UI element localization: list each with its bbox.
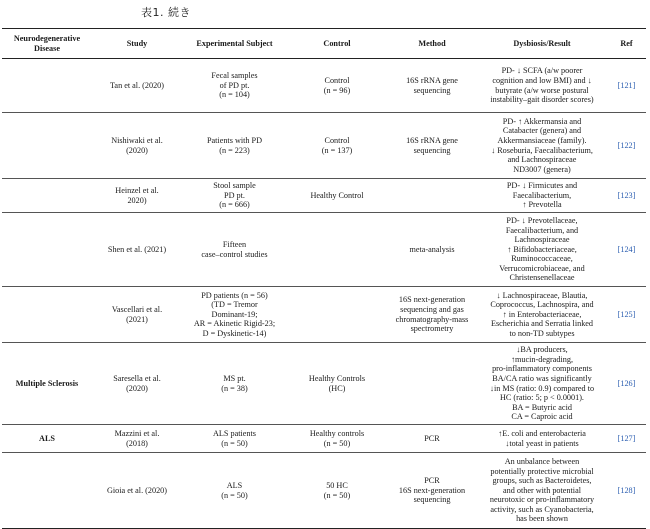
- cell-subject: Patients with PD (n = 223): [206, 135, 263, 155]
- reference-link[interactable]: [122]: [617, 140, 636, 150]
- cell-subject: ALS (n = 50): [221, 480, 248, 500]
- cell-disease: [2, 113, 92, 179]
- header-method: Method: [387, 29, 477, 59]
- cell-study: Mazzini et al. (2018): [114, 428, 160, 448]
- reference-link[interactable]: [127]: [617, 433, 636, 443]
- cell-study: Vascellari et al. (2021): [111, 304, 163, 324]
- cell-disease: [2, 213, 92, 287]
- cell-disease: ALS: [39, 433, 55, 443]
- table-row: [2, 343, 646, 425]
- cell-disease: Multiple Sclerosis: [15, 378, 79, 388]
- table-caption: 表1. 続き: [141, 6, 191, 19]
- cell-control: Healthy Control: [310, 190, 364, 200]
- cell-disease: [2, 59, 92, 113]
- cell-method: [387, 179, 477, 213]
- cell-disease: [2, 453, 92, 529]
- cell-study: Gioia et al. (2020): [106, 485, 168, 495]
- table-header-row: [2, 29, 646, 59]
- cell-subject: MS pt. (n = 38): [221, 373, 248, 393]
- cell-subject: Fifteen case–control studies: [201, 239, 268, 259]
- reference-link[interactable]: [124]: [617, 244, 636, 254]
- table-row: [2, 287, 646, 343]
- header-control: Control: [287, 29, 387, 59]
- cell-ref: [607, 59, 646, 113]
- table-row: [2, 425, 646, 453]
- header-ref: Ref: [607, 29, 646, 59]
- cell-result: PD- ↓ Prevotellaceae, Faecalibacterium, and Lachnospiraceae ↑ Bifidobacteriaceae, Ruminococcaceae, Verrucomicrobiaceae, and Christensenellaceae: [499, 216, 585, 283]
- cell-ref: [607, 343, 646, 425]
- table-row: [2, 179, 646, 213]
- cell-result: PD- ↑ Akkermansia and Catabacter (genera) and Akkermansiaceae (family). ↓ Roseburia, Faecalibacterium, and Lachnospiraceae ND3007 (genera): [491, 116, 593, 174]
- header-subject: Experimental Subject: [182, 29, 287, 59]
- cell-study: Heinzel et al. 2020): [115, 185, 159, 205]
- reference-link[interactable]: [126]: [617, 378, 636, 388]
- cell-ref: [607, 287, 646, 343]
- cell-control: Healthy Controls (HC): [308, 373, 366, 393]
- cell-subject: ALS patients (n = 50): [213, 428, 256, 448]
- cell-result: ↓BA producers, ↑mucin-degrading, pro-inflammatory components BA/CA ratio was significantly ↓in MS (ratio: 0.9) compared to HC (ratio: 5; p < 0.0001). BA = Butyric acid CA = Caproic acid: [489, 345, 595, 422]
- cell-result: PD- ↓ Firmicutes and Faecalibacterium, ↑ Prevotella: [506, 181, 578, 210]
- cell-method: [387, 343, 477, 425]
- cell-control: Control (n = 137): [321, 135, 353, 155]
- cell-result: ↓ Lachnospiraceae, Blautia, Coprococcus, Lachnospira, and ↑ in Enterobacteriaceae, Escherichia and Serratia linked to non-TD subtypes: [490, 290, 594, 338]
- cell-study: Tan et al. (2020): [110, 80, 164, 90]
- cell-control: [287, 287, 387, 343]
- cell-ref: [607, 113, 646, 179]
- cell-subject: Fecal samples of PD pt. (n = 104): [211, 71, 258, 100]
- cell-result: An unbalance between potentially protective microbial groups, such as Bacteroidetes, and other with potential neurotoxic or pro-inflammatory activity, such as Cyanobacteria, has been shown: [489, 457, 595, 524]
- cell-method: 16S next-generation sequencing and gas chromatography-mass spectrometry: [395, 295, 469, 334]
- table-body: [2, 59, 646, 529]
- cell-ref: [607, 179, 646, 213]
- cell-method: PCR 16S next-generation sequencing: [398, 476, 466, 505]
- cell-result: PD- ↓ SCFA (a/w poorer cognition and low BMI) and ↓ butyrate (a/w worse postural instability–gait disorder scores): [490, 66, 594, 105]
- cell-disease: [2, 179, 92, 213]
- reference-link[interactable]: [125]: [617, 309, 636, 319]
- cell-method: 16S rRNA gene sequencing: [406, 75, 458, 95]
- cell-control: [287, 213, 387, 287]
- cell-method: meta-analysis: [409, 244, 455, 254]
- cell-subject: PD patients (n = 56) (TD = Tremor Dominant-19; AR = Akinetic Rigid-23; D = Dyskinetic-14): [193, 290, 276, 338]
- cell-control: Healthy controls (n = 50): [309, 428, 365, 448]
- header-disease: Neurodegenerative Disease: [2, 29, 92, 59]
- cell-control: Control (n = 96): [323, 75, 351, 95]
- reference-link[interactable]: [121]: [617, 80, 636, 90]
- cell-subject: Stool sample PD pt. (n = 666): [213, 181, 256, 210]
- table-row: [2, 113, 646, 179]
- cell-study: Nishiwaki et al. (2020): [111, 135, 163, 155]
- reference-link[interactable]: [128]: [617, 485, 636, 495]
- header-result: Dysbiosis/Result: [477, 29, 607, 59]
- cell-study: Shen et al. (2021): [107, 244, 167, 254]
- cell-study: Saresella et al. (2020): [113, 373, 161, 393]
- cell-method: PCR: [424, 433, 440, 443]
- data-table: [2, 28, 646, 529]
- cell-ref: [607, 453, 646, 529]
- table-row: [2, 213, 646, 287]
- cell-result: ↑E. coli and enterobacteria ↓total yeast in patients: [498, 428, 586, 448]
- cell-disease: [2, 287, 92, 343]
- cell-control: 50 HC (n = 50): [323, 480, 351, 500]
- cell-ref: [607, 213, 646, 287]
- table-row: [2, 453, 646, 529]
- cell-method: 16S rRNA gene sequencing: [406, 135, 458, 155]
- reference-link[interactable]: [123]: [617, 190, 636, 200]
- cell-ref: [607, 425, 646, 453]
- header-study: Study: [92, 29, 182, 59]
- table-row: [2, 59, 646, 113]
